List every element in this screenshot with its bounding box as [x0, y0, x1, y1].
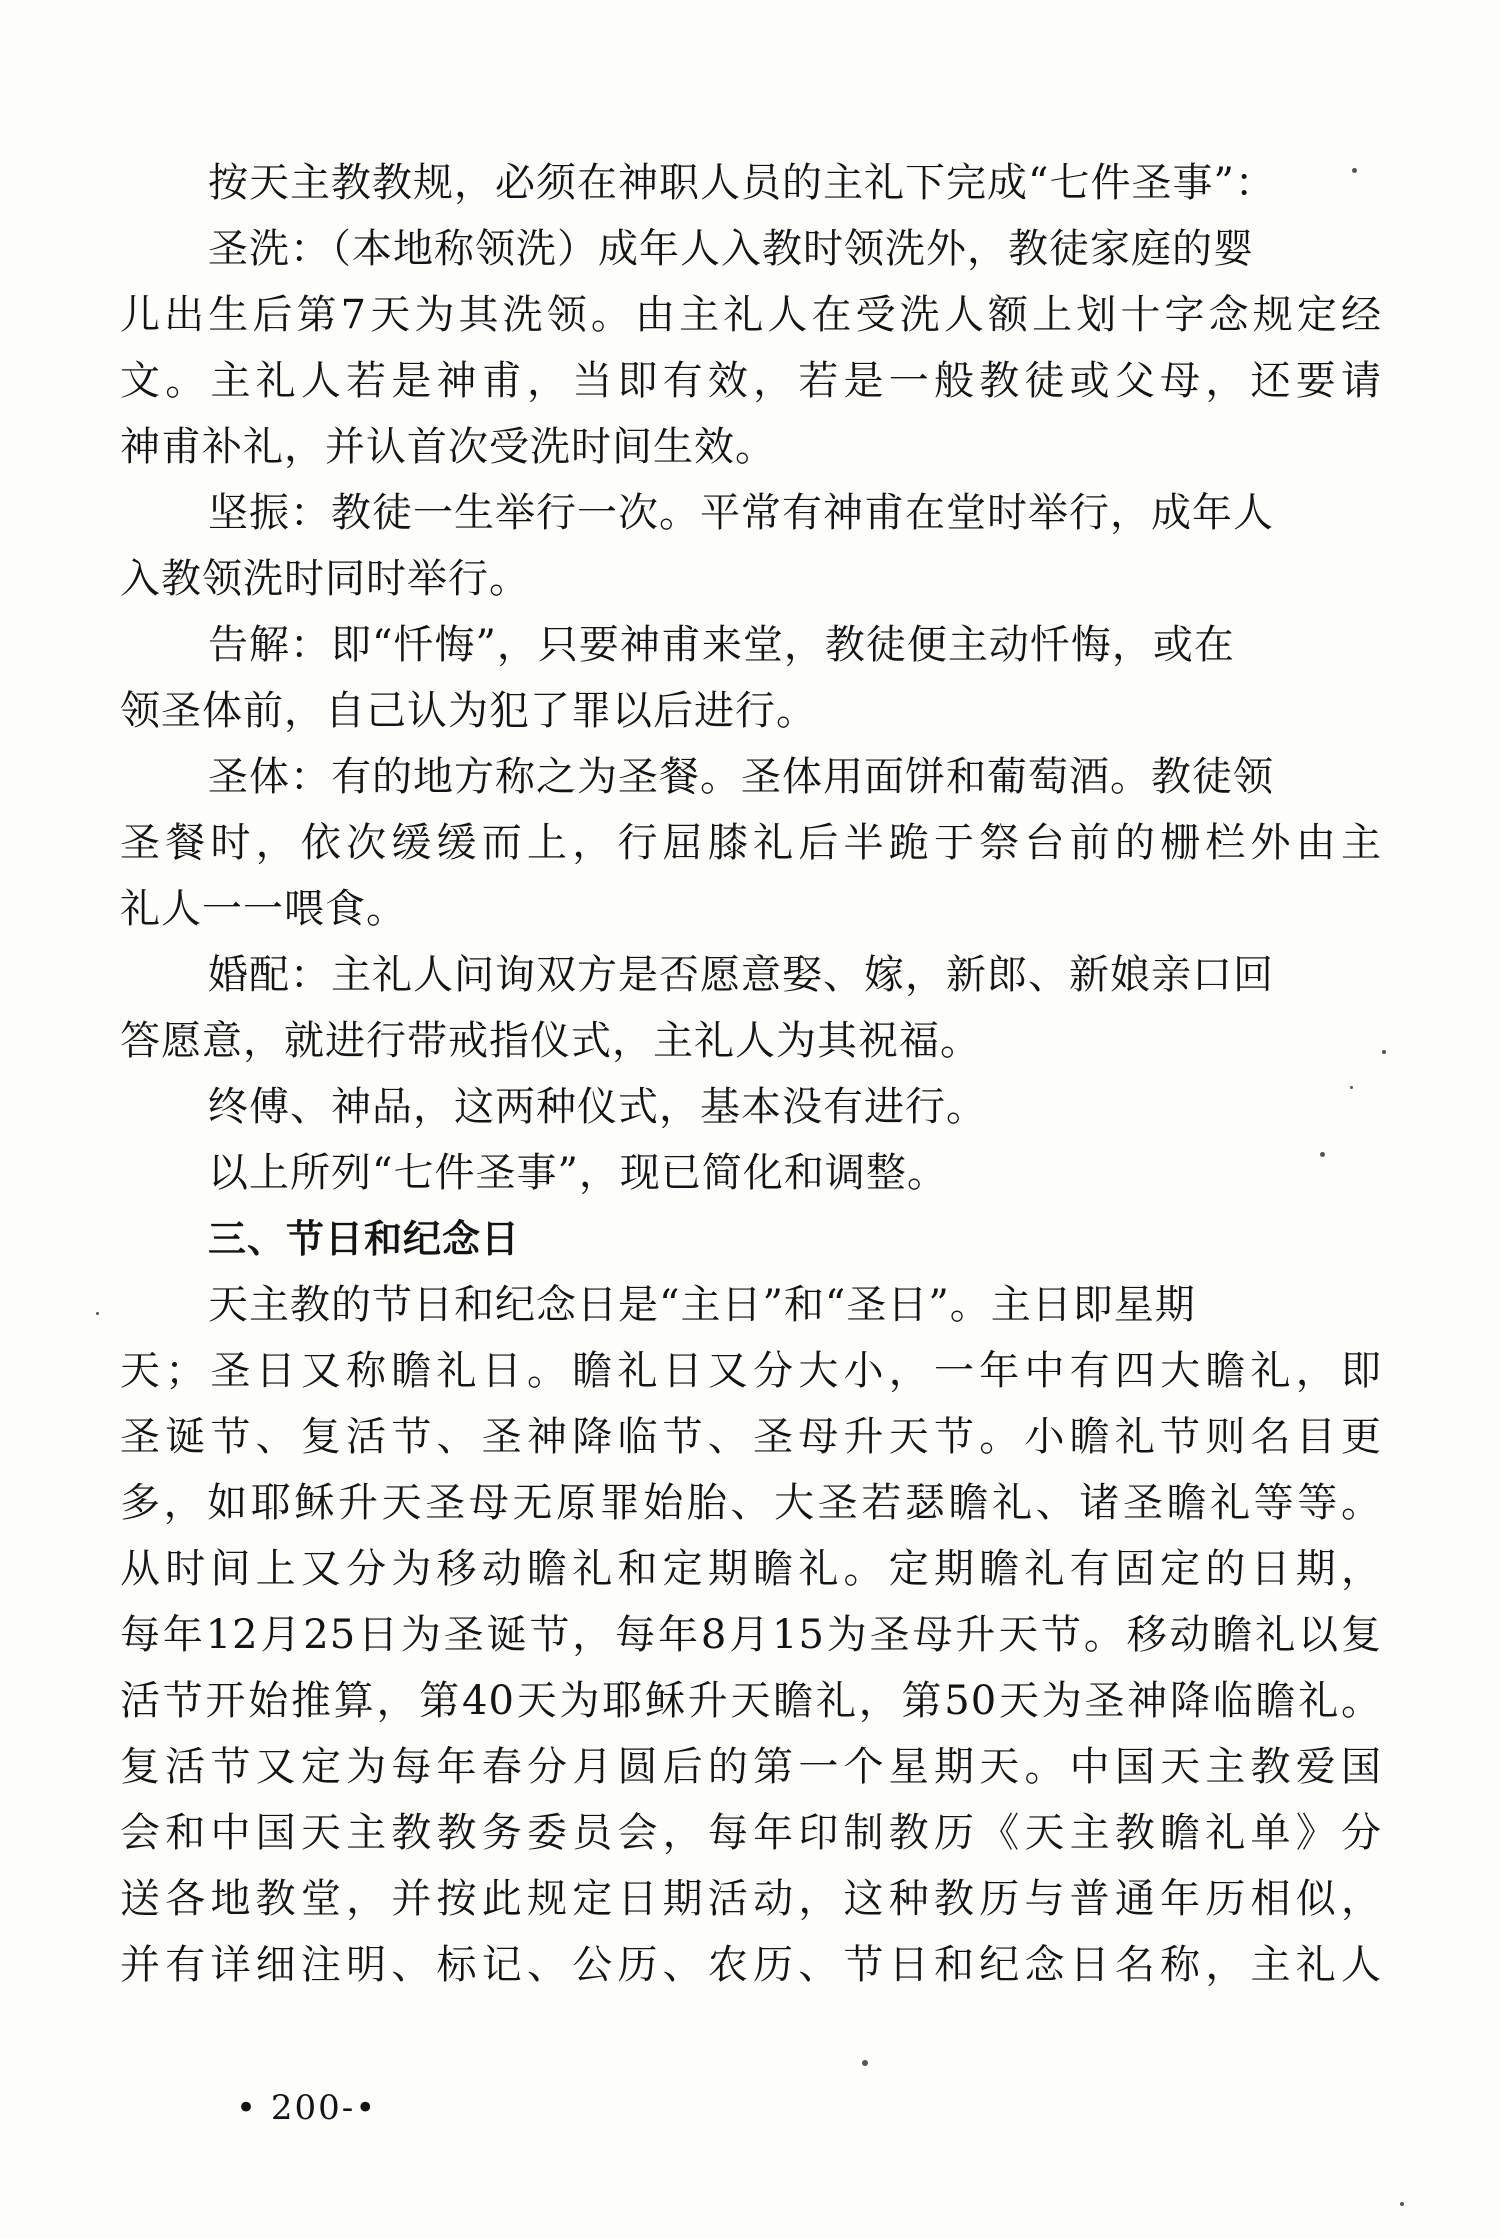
paragraph-line: 从时间上又分为移动瞻礼和定期瞻礼。定期瞻礼有固定的日期， — [120, 1546, 1382, 1592]
paragraph-line: 圣餐时，依次缓缓而上，行屈膝礼后半跪于祭台前的栅栏外由主 — [120, 820, 1382, 866]
scan-speck — [1400, 2202, 1404, 2206]
paragraph-line: 婚配：主礼人问询双方是否愿意娶、嫁，新郎、新娘亲口回 — [208, 952, 1274, 998]
paragraph-line: 多，如耶稣升天圣母无原罪始胎、大圣若瑟瞻礼、诸圣瞻礼等等。 — [120, 1480, 1382, 1526]
paragraph-line: 送各地教堂，并按此规定日期活动，这种教历与普通年历相似， — [120, 1876, 1382, 1922]
paragraph-line: 并有详细注明、标记、公历、农历、节日和纪念日名称，主礼人 — [120, 1942, 1382, 1988]
paragraph-line: 礼人一一喂食。 — [120, 886, 407, 932]
paragraph-line: 每年12月25日为圣诞节，每年8月15为圣母升天节。移动瞻礼以复 — [120, 1612, 1382, 1658]
scan-speck — [862, 2060, 868, 2066]
paragraph-line: 天；圣日又称瞻礼日。瞻礼日又分大小，一年中有四大瞻礼，即 — [120, 1348, 1382, 1394]
paragraph-line: 圣洗：（本地称领洗）成年人入教时领洗外，教徒家庭的婴 — [208, 226, 1254, 272]
paragraph-line: 活节开始推算，第40天为耶稣升天瞻礼，第50天为圣神降临瞻礼。 — [120, 1678, 1382, 1724]
paragraph-line: 圣体：有的地方称之为圣餐。圣体用面饼和葡萄酒。教徒领 — [208, 754, 1274, 800]
paragraph-line: 会和中国天主教教务委员会，每年印制教历《天主教瞻礼单》分 — [120, 1810, 1382, 1856]
paragraph-line: 以上所列“七件圣事”，现已简化和调整。 — [208, 1150, 948, 1196]
section-heading: 三、节日和纪念日 — [208, 1217, 521, 1261]
paragraph-line: 神甫补礼，并认首次受洗时间生效。 — [120, 424, 776, 470]
paragraph-line: 答愿意，就进行带戒指仪式，主礼人为其祝福。 — [120, 1018, 981, 1064]
body-text — [120, 150, 1382, 1998]
paragraph-line: 文。主礼人若是神甫，当即有效，若是一般教徒或父母，还要请 — [120, 358, 1382, 404]
scan-speck — [1350, 1086, 1353, 1089]
paragraph-line: 圣诞节、复活节、圣神降临节、圣母升天节。小瞻礼节则名目更 — [120, 1414, 1382, 1460]
paragraph-line: 入教领洗时同时举行。 — [120, 556, 530, 602]
scan-speck — [1320, 1152, 1325, 1157]
paragraph-line: 告解：即“忏悔”，只要神甫来堂，教徒便主动忏悔，或在 — [208, 622, 1235, 668]
paragraph-line: 坚振：教徒一生举行一次。平常有神甫在堂时举行，成年人 — [208, 490, 1274, 536]
paragraph-line: 复活节又定为每年春分月圆后的第一个星期天。中国天主教爱国 — [120, 1744, 1382, 1790]
page-number: • 200-• — [236, 2088, 378, 2128]
paragraph-line: 领圣体前，自己认为犯了罪以后进行。 — [120, 688, 817, 734]
paragraph-line: 按天主教教规，必须在神职人员的主礼下完成“七件圣事”： — [208, 160, 1276, 206]
paragraph-line: 终傅、神品，这两种仪式，基本没有进行。 — [208, 1084, 987, 1130]
paragraph-line: 儿出生后第7天为其洗领。由主礼人在受洗人额上划十字念规定经 — [120, 292, 1382, 338]
scan-speck — [1352, 168, 1357, 173]
paragraph-line: 天主教的节日和纪念日是“主日”和“圣日”。主日即星期 — [208, 1282, 1196, 1328]
scan-speck — [1382, 1050, 1386, 1054]
scan-speck — [96, 1312, 99, 1315]
